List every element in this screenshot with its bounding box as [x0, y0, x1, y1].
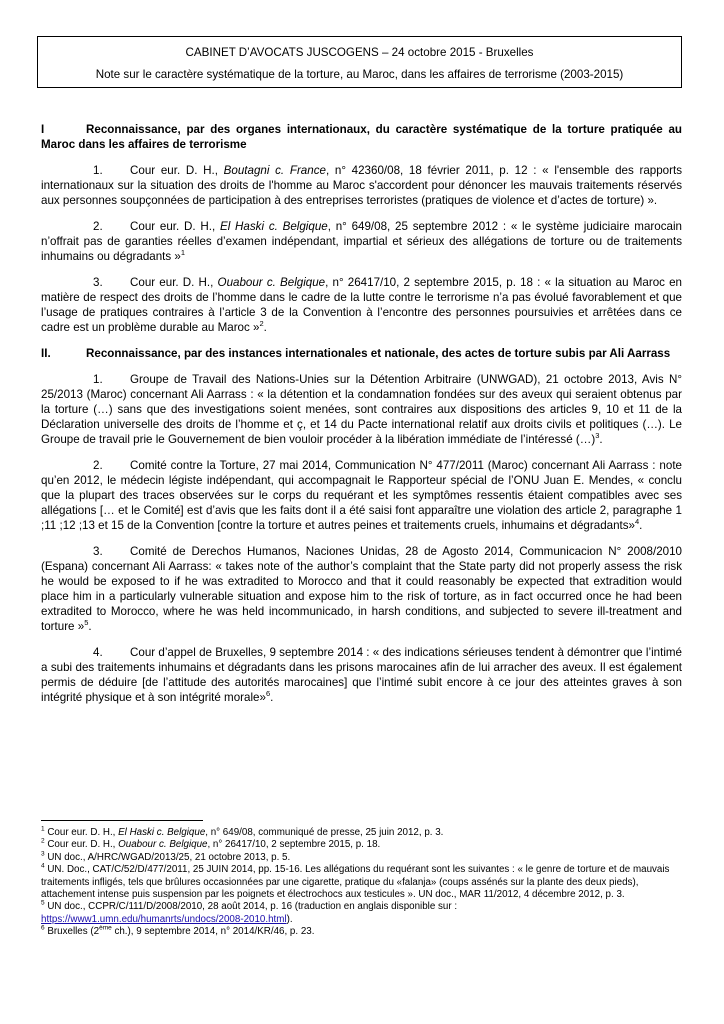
paragraph-prefix: Cour eur. D. H.,	[130, 164, 224, 177]
header-title: CABINET D’AVOCATS JUSCOGENS – 24 octobre 2015 - Bruxelles	[185, 46, 534, 59]
footnote	[41, 827, 682, 839]
footnote	[41, 926, 682, 938]
footnote-text: ch.), 9 septembre 2014, n° 2014/KR/46, p. 23.	[111, 926, 315, 938]
ordinal-suffix: ème	[99, 924, 112, 932]
paragraph-tail: .	[639, 519, 643, 532]
footnote-number: 3	[41, 850, 45, 858]
case-name: Boutagni c. France	[223, 164, 326, 177]
paragraph-number: 1.	[93, 164, 103, 177]
header-subtitle: Note sur le caractère systématique de la torture, au Maroc, dans les affaires de terrorisme (2003-2015)	[95, 68, 624, 81]
footnote-number: 6	[41, 924, 45, 932]
section-number: I	[41, 123, 45, 136]
paragraph-number: 3.	[93, 545, 103, 558]
paragraph-text: Groupe de Travail des Nations-Unies sur la Détention Arbitraire (UNWGAD), 21 octobre 2013, Avis N° 25/2013 (Maroc) concernant Ali Aarrass : « la détention et la condamnation fondées sur des aveux qui seraient obtenus par la torture (…) sans que des investigations soient menées, sont contraires aux dispositions des articles 9, 10 et 11 de la Déclaration universelle des droits de l’homme et ç, et 14 du Pacte international relatif aux droits civils et politiques (…). Le Groupe de travail prie le Gouvernement de bien vouloir procéder à la libération immédiate de l’intéressé (…)	[41, 373, 682, 446]
footnote-ref[interactable]: 6	[265, 689, 271, 699]
section-number: II.	[41, 347, 51, 360]
section-title: Reconnaissance, par des organes internationaux, du caractère systématique de la torture pratiquée au Maroc dans les affaires de terrorisme	[41, 123, 682, 151]
case-name: El Haski c. Belgique	[219, 220, 328, 233]
section-title: Reconnaissance, par des instances internationales et nationale, des actes de torture subis par Ali Aarrass	[86, 347, 671, 360]
section-2-heading	[41, 346, 682, 361]
case-name: Ouabour c. Belgique	[217, 276, 326, 289]
paragraph-tail: .	[263, 321, 267, 334]
paragraph-text: , n° 649/08, 25 septembre 2012 : « le système judiciaire marocain n’offrait pas de garanties réelles d’examen indépendant, impartial et sérieux des allégations de torture ou de traitements inhumains ou dégradants »	[41, 220, 682, 263]
footnote-ref[interactable]: 5	[84, 618, 89, 628]
footnote-ref[interactable]: 2	[259, 319, 264, 329]
case-name: El Haski c. Belgique	[118, 827, 206, 838]
footnote-number: 5	[41, 900, 45, 908]
footnote-number: 2	[41, 838, 45, 846]
paragraph-text: Comité de Derechos Humanos, Naciones Unidas, 28 de Agosto 2014, Communicacion N° 2008/2010 (Espana) concernant Ali Aarrass: « takes note of the author’s complaint that the State party did not properly assess the risk he would be exposed to if he was extradited to Morocco and that it could reasonably be expected that extradition would place him in a particularly vulnerable situation and expose him to the risk of torture, as in fact occurred once he had been extradited to Morocco, where he was held incommunicado, in harsh conditions, and subjected to severe ill-treatment and torture »	[41, 545, 682, 633]
paragraph	[41, 163, 682, 208]
footnote-text: , n° 649/08, communiqué de presse, 25 juin 2012, p. 3.	[205, 827, 444, 838]
footnote	[41, 839, 682, 851]
footnote-separator	[41, 820, 203, 821]
footnote-link[interactable]: https://www1.umn.edu/humanrts/undocs/2008-2010.html	[41, 913, 287, 925]
paragraph	[41, 275, 682, 335]
paragraph-text: Cour d’appel de Bruxelles, 9 septembre 2014 : « des indications sérieuses tendent à démontrer que l’intimé a subi des traitements inhumains et dégradants dans les prisons marocaines afin de lui arracher des aveux. Il est également permis de déduire [de l’attitude des autorités marocaines] que l’intimé subit encore à ce jour des atteintes graves à son intégrité physique et à son intégrité morale»	[41, 646, 682, 704]
paragraph	[41, 544, 682, 634]
paragraph	[41, 645, 682, 705]
paragraph-number: 4.	[93, 646, 103, 659]
footnote-text: , n° 26417/10, 2 septembre 2015, p. 18.	[207, 839, 381, 851]
footnote-prefix: Bruxelles (2	[44, 926, 100, 938]
paragraph-text: , n° 42360/08, 18 février 2011, p. 12 : « l'ensemble des rapports internationaux sur la situation des droits de l'homme au Maroc s'accordent pour dénoncer les mauvais traitements réservés aux personnes soupçonnées de participation à des entreprises terroristes (pratiques de violence et d’actes de torture) ».	[41, 164, 682, 207]
case-name: Ouabour c. Belgique	[118, 839, 208, 851]
paragraph-tail: .	[270, 691, 274, 704]
paragraph-number: 3.	[93, 276, 103, 289]
paragraph-prefix: Cour eur. D. H.,	[130, 220, 220, 233]
paragraph-prefix: Cour eur. D. H.,	[130, 276, 218, 289]
footnote	[41, 864, 682, 901]
paragraph	[41, 372, 682, 447]
paragraph-number: 1.	[93, 373, 103, 386]
footnote-number: 4	[41, 862, 45, 870]
footnote-prefix: Cour eur. D. H.,	[44, 839, 119, 851]
paragraph-text: , n° 26417/10, 2 septembre 2015, p. 18 : « la situation au Maroc en matière de respect des droits de l’homme dans le cadre de la lutte contre le terrorisme n’a pas évolué favorablement et que l’usage de pratiques contraires à l’article 3 de la Convention à l’encontre des personnes poursuivies et arrêtées dans ce cadre est un problème durable au Maroc »	[41, 276, 682, 334]
section-1-heading	[41, 122, 682, 152]
paragraph	[41, 219, 682, 264]
footnotes	[41, 820, 682, 939]
footnote-text: UN doc., CCPR/C/111/D/2008/2010, 28 août 2014, p. 16 (traduction en anglais disponible sur :	[44, 901, 458, 913]
paragraph-tail: .	[88, 620, 92, 633]
footnote	[41, 852, 682, 864]
footnote-number: 1	[41, 825, 45, 833]
footnote-tail: ).	[286, 913, 293, 925]
footnote-ref[interactable]: 3	[595, 431, 600, 441]
header-box	[37, 36, 682, 88]
paragraph-number: 2.	[93, 220, 103, 233]
footnote-text: UN doc., A/HRC/WGAD/2013/25, 21 octobre 2013, p. 5.	[44, 851, 291, 863]
paragraph-text: Comité contre la Torture, 27 mai 2014, Communication N° 477/2011 (Maroc) concernant Ali Aarrass : note qu’en 2012, le médecin légiste indépendant, qui accompagnait le Rapporteur spécial de l’ONU Juan E. Mendes, « conclu que la plupart des traces observées sur le corps du requérant et les symptômes ressentis étaient compatibles avec ses allégations [… et le Comité] est d’avis que les faits dont il a été saisi font apparaître une violation des article 2, paragraphe 1 ;11 ;12 ;13 et 15 de la Convention [contre la torture et autres peines et traitements cruels, inhumains et dégradants»	[41, 459, 682, 532]
footnote-ref[interactable]: 1	[180, 248, 186, 258]
paragraph	[41, 458, 682, 533]
document-body	[41, 122, 682, 716]
footnote	[41, 901, 682, 926]
paragraph-number: 2.	[93, 459, 103, 472]
paragraph-tail: .	[599, 433, 603, 446]
footnote-prefix: Cour eur. D. H.,	[44, 827, 119, 838]
footnote-text: UN. Doc., CAT/C/52/D/477/2011, 25 JUIN 2014, pp. 15-16. Les allégations du requérant sont les suivantes : « le genre de torture et de mauvais traitements infligés, tels que brûlures occasionnées par une cigarette, pratique du «falanja» (coups assénés sur la plante des deux pieds), attachement intense puis suspension par les poignets et électrochocs aux testicules ». UN doc., MAR 11/2012, 4 décembre 2012, p. 3.	[41, 864, 670, 901]
footnote-ref[interactable]: 4	[635, 517, 640, 527]
